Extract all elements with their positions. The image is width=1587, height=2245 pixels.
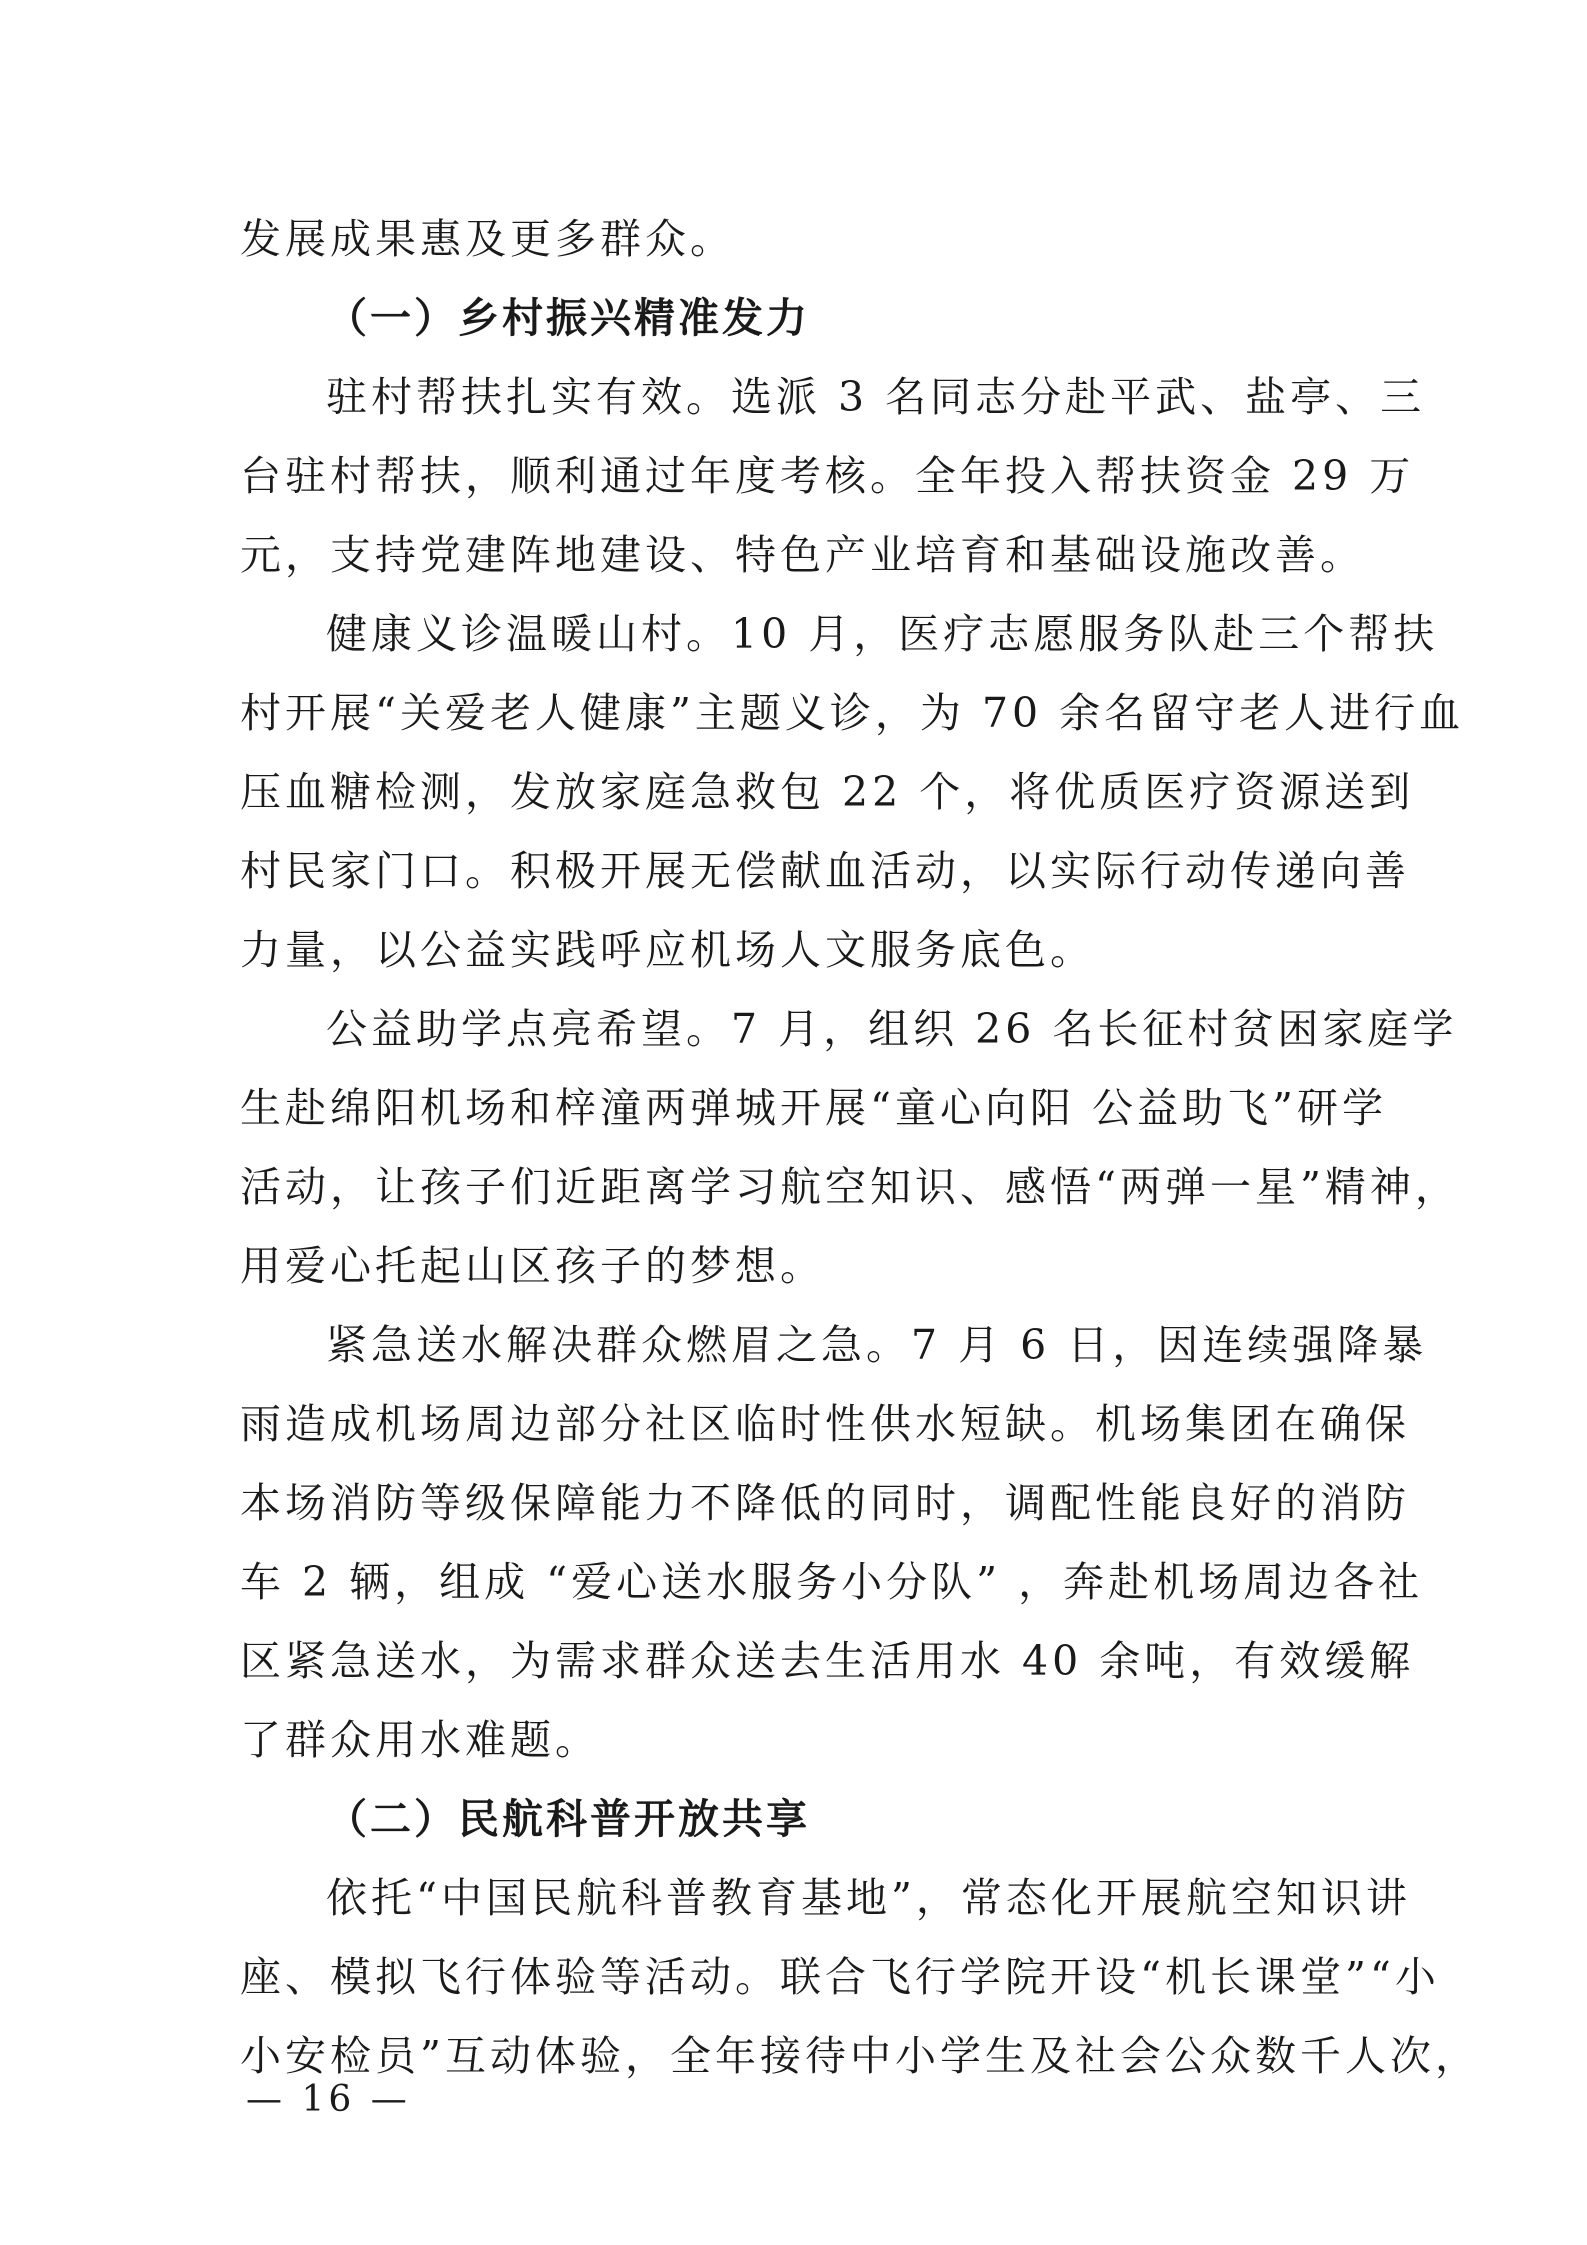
text-line: 用爱心托起山区孩子的梦想。 (240, 1242, 825, 1290)
text-line: 生赴绵阳机场和梓潼两弹城开展“童心向阳 公益助飞”研学 (240, 1084, 1387, 1132)
text-line: 村开展“关爱老人健康”主题义诊，为 70 余名留守老人进行血 (240, 689, 1465, 737)
text-line: 发展成果惠及更多群众。 (240, 215, 735, 263)
text-line: 健康义诊温暖山村。10 月，医疗志愿服务队赴三个帮扶 (326, 610, 1439, 658)
body-text (240, 200, 1480, 2096)
text-line: 元，支持党建阵地建设、特色产业培育和基础设施改善。 (240, 531, 1365, 579)
text-line: 区紧急送水，为需求群众送去生活用水 40 余吨，有效缓解 (240, 1637, 1415, 1685)
text-line: 驻村帮扶扎实有效。选派 3 名同志分赴平武、盐亭、三 (326, 373, 1426, 421)
text-line: 本场消防等级保障能力不降低的同时，调配性能良好的消防 (240, 1479, 1410, 1527)
text-line: 村民家门口。积极开展无偿献血活动，以实际行动传递向善 (240, 847, 1410, 895)
text-line: 活动，让孩子们近距离学习航空知识、感悟“两弹一星”精神， (240, 1163, 1460, 1211)
text-line: 小安检员”互动体验，全年接待中小学生及社会公众数千人次， (240, 2032, 1480, 2080)
text-line: 公益助学点亮希望。7 月，组织 26 名长征村贫困家庭学 (326, 1005, 1458, 1053)
section-heading: （一）乡村振兴精准发力 (326, 294, 810, 342)
text-line: 力量，以公益实践呼应机场人文服务底色。 (240, 926, 1095, 974)
text-line: 台驻村帮扶，顺利通过年度考核。全年投入帮扶资金 29 万 (240, 452, 1415, 500)
page-number: — 16 — (246, 2079, 411, 2120)
text-line: 雨造成机场周边部分社区临时性供水短缺。机场集团在确保 (240, 1400, 1410, 1448)
text-line: 车 2 辆，组成 “爱心送水服务小分队” ，奔赴机场周边各社 (240, 1558, 1424, 1606)
text-line: 紧急送水解决群众燃眉之急。7 月 6 日，因连续强降暴 (326, 1321, 1428, 1369)
text-line: 压血糖检测，发放家庭急救包 22 个，将优质医疗资源送到 (240, 768, 1415, 816)
text-line: 座、模拟飞行体验等活动。联合飞行学院开设“机长课堂”“小 (240, 1953, 1440, 2001)
text-line: 了群众用水难题。 (240, 1716, 600, 1764)
text-line: 依托“中国民航科普教育基地”，常态化开展航空知识讲 (326, 1874, 1411, 1922)
section-heading: （二）民航科普开放共享 (326, 1795, 810, 1843)
